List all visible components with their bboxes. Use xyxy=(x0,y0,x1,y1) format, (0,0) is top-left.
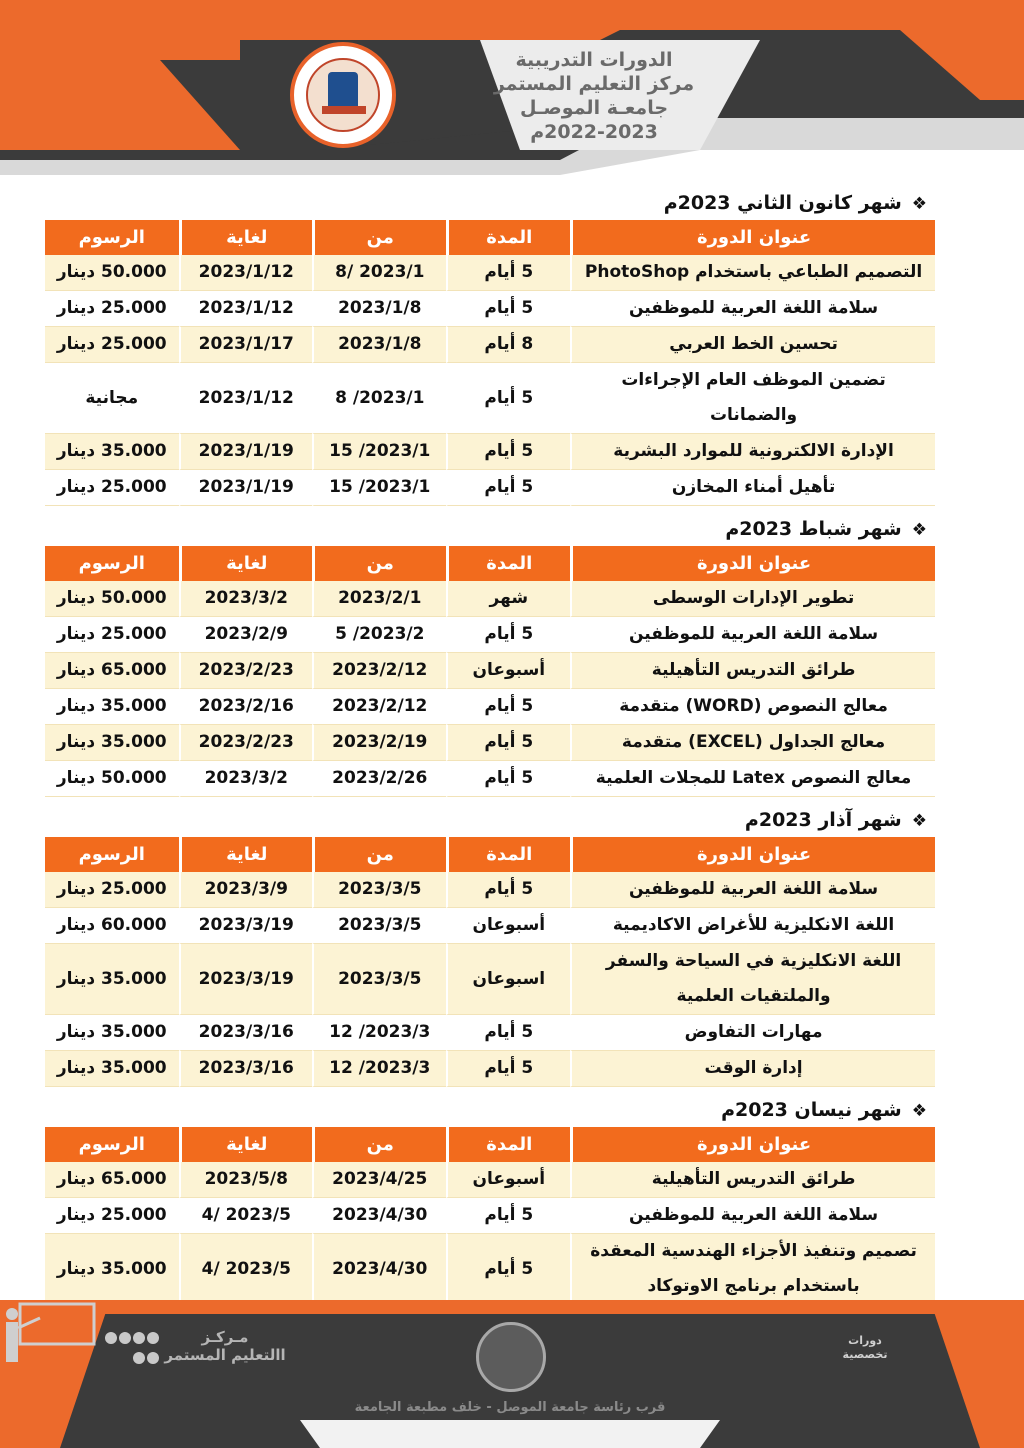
cell-fee: 25.000 دينار xyxy=(45,872,179,908)
presentation-board-icon xyxy=(0,1300,100,1364)
cell-duration: 5 أيام xyxy=(446,872,571,908)
cell-fee: 25.000 دينار xyxy=(45,470,179,506)
cell-duration: أسبوعان xyxy=(446,653,571,689)
cell-fee: 35.000 دينار xyxy=(45,1051,179,1087)
column-header-fee: الرسوم xyxy=(45,1127,179,1162)
page-footer xyxy=(0,1300,1024,1448)
cell-from: 2023/2/1 xyxy=(312,581,446,617)
cell-to: 2023/1/12 xyxy=(179,363,313,434)
page-header xyxy=(0,0,1024,175)
board-label-line: تخصصية xyxy=(842,1348,888,1361)
cell-from: 2023/4/30 xyxy=(312,1234,446,1305)
cell-fee: 50.000 دينار xyxy=(45,581,179,617)
cell-to: 2023/3/9 xyxy=(179,872,313,908)
column-header-from: من xyxy=(312,837,446,872)
cell-duration: 5 أيام xyxy=(446,1234,571,1305)
youtube-icon xyxy=(133,1332,145,1344)
table-row xyxy=(45,1234,935,1305)
cell-to: 2023/1/19 xyxy=(179,434,313,470)
cell-course: طرائق التدريس التأهيلية xyxy=(570,1162,935,1198)
table-header-row xyxy=(45,837,935,872)
cell-from: 2023/2/12 xyxy=(312,689,446,725)
cell-to: 2023/3/16 xyxy=(179,1051,313,1087)
cell-duration: 5 أيام xyxy=(446,725,571,761)
cell-course: سلامة اللغة العربية للموظفين xyxy=(570,291,935,327)
cell-to: 2023/2/16 xyxy=(179,689,313,725)
cell-course: طرائق التدريس التأهيلية xyxy=(570,653,935,689)
cell-fee: 65.000 دينار xyxy=(45,653,179,689)
section-title-text: شهر نيسان 2023م xyxy=(721,1099,902,1121)
cell-from: 2023/3/5 xyxy=(312,872,446,908)
cell-course: إدارة الوقت xyxy=(570,1051,935,1087)
cell-from: 2023/2/26 xyxy=(312,761,446,797)
header-title-line: 2022-2023م xyxy=(530,121,658,143)
cell-duration: 5 أيام xyxy=(446,255,571,291)
cell-to: 2023/2/23 xyxy=(179,725,313,761)
cell-course: مهارات التفاوض xyxy=(570,1015,935,1051)
cell-from: 2023/1/8 xyxy=(312,291,446,327)
column-header-from: من xyxy=(312,1127,446,1162)
cell-to: 2023/1/19 xyxy=(179,470,313,506)
facebook-icon xyxy=(147,1332,159,1344)
section-title-text: شهر كانون الثاني 2023م xyxy=(663,192,902,214)
column-header-duration: المدة xyxy=(446,546,571,581)
table-row xyxy=(45,1198,935,1234)
cell-fee: مجانية xyxy=(45,363,179,434)
cell-to: 2023/1/17 xyxy=(179,327,313,363)
instagram-icon xyxy=(147,1352,159,1364)
section-title xyxy=(45,1093,935,1127)
table-row xyxy=(45,255,935,291)
cell-duration: 5 أيام xyxy=(446,1015,571,1051)
header-title-line: مركز التعليم المستمر xyxy=(493,73,695,95)
table-header-row xyxy=(45,1127,935,1162)
table-header-row xyxy=(45,546,935,581)
column-header-course: عنوان الدورة xyxy=(570,1127,935,1162)
cell-duration: 5 أيام xyxy=(446,470,571,506)
cell-duration: شهر xyxy=(446,581,571,617)
cell-course: معالج النصوص (WORD) متقدمة xyxy=(570,689,935,725)
cell-from: 2023/2/12 xyxy=(312,653,446,689)
board-label xyxy=(840,1334,890,1362)
cell-to: 2023/3/19 xyxy=(179,908,313,944)
table-row xyxy=(45,434,935,470)
course-table xyxy=(45,837,935,1087)
cell-course: اللغة الانكليزية في السياحة والسفر والملتقيات العلمية xyxy=(570,944,935,1015)
cell-course: سلامة اللغة العربية للموظفين xyxy=(570,617,935,653)
cell-course: اللغة الانكليزية للأغراض الاكاديمية xyxy=(570,908,935,944)
social-icons xyxy=(98,1330,160,1370)
table-row xyxy=(45,1051,935,1087)
cell-to: 2023/3/16 xyxy=(179,1015,313,1051)
cell-fee: 35.000 دينار xyxy=(45,689,179,725)
section-title xyxy=(45,512,935,546)
table-row xyxy=(45,725,935,761)
cell-course: معالج النصوص Latex للمجلات العلمية xyxy=(570,761,935,797)
cell-from: 2023/2/19 xyxy=(312,725,446,761)
cell-to: 2023/3/19 xyxy=(179,944,313,1015)
cell-from: 2023/4/25 xyxy=(312,1162,446,1198)
cell-fee: 35.000 دينار xyxy=(45,1234,179,1305)
table-row xyxy=(45,1162,935,1198)
diamond-bullet-icon: ❖ xyxy=(911,194,927,214)
cell-course: تطوير الإدارات الوسطى xyxy=(570,581,935,617)
diamond-bullet-icon: ❖ xyxy=(911,520,927,540)
cell-fee: 25.000 دينار xyxy=(45,617,179,653)
table-row xyxy=(45,363,935,434)
table-row xyxy=(45,689,935,725)
table-row xyxy=(45,872,935,908)
cell-duration: 8 أيام xyxy=(446,327,571,363)
column-header-fee: الرسوم xyxy=(45,546,179,581)
cell-course: تصميم وتنفيذ الأجزاء الهندسية المعقدة باستخدام برنامج الاوتوكاد xyxy=(570,1234,935,1305)
column-header-to: لغاية xyxy=(179,546,313,581)
column-header-course: عنوان الدورة xyxy=(570,837,935,872)
section-title xyxy=(45,803,935,837)
cell-fee: 60.000 دينار xyxy=(45,908,179,944)
cell-course: سلامة اللغة العربية للموظفين xyxy=(570,1198,935,1234)
cell-to: 2023/5 /4 xyxy=(179,1198,313,1234)
cell-fee: 35.000 دينار xyxy=(45,725,179,761)
cell-fee: 25.000 دينار xyxy=(45,291,179,327)
column-header-fee: الرسوم xyxy=(45,220,179,255)
footer-brand-line: االتعليم المستمر xyxy=(164,1346,286,1364)
cell-course: سلامة اللغة العربية للموظفين xyxy=(570,872,935,908)
column-header-duration: المدة xyxy=(446,1127,571,1162)
table-row xyxy=(45,291,935,327)
section-title xyxy=(45,186,935,220)
cell-from: 2023/1/ 15 xyxy=(312,470,446,506)
cell-duration: 5 أيام xyxy=(446,761,571,797)
cell-from: 2023/2/ 5 xyxy=(312,617,446,653)
footer-brand xyxy=(160,1328,290,1364)
cell-from: 2023/3/ 12 xyxy=(312,1051,446,1087)
column-header-duration: المدة xyxy=(446,220,571,255)
cell-duration: 5 أيام xyxy=(446,1051,571,1087)
board-label-line: دورات xyxy=(848,1334,882,1347)
phone-icon xyxy=(133,1352,145,1364)
cell-duration: 5 أيام xyxy=(446,689,571,725)
column-header-from: من xyxy=(312,546,446,581)
cell-duration: 5 أيام xyxy=(446,434,571,470)
cell-duration: 5 أيام xyxy=(446,617,571,653)
cell-course: الإدارة الالكترونية للموارد البشرية xyxy=(570,434,935,470)
cell-fee: 65.000 دينار xyxy=(45,1162,179,1198)
table-row xyxy=(45,761,935,797)
course-table xyxy=(45,546,935,797)
table-row xyxy=(45,581,935,617)
cell-from: 2023/3/5 xyxy=(312,944,446,1015)
column-header-from: من xyxy=(312,220,446,255)
column-header-fee: الرسوم xyxy=(45,837,179,872)
section-title-text: شهر آذار 2023م xyxy=(744,809,902,831)
header-title-line: جامعـة الموصـل xyxy=(519,97,669,119)
table-row xyxy=(45,617,935,653)
course-table xyxy=(45,220,935,506)
cell-fee: 35.000 دينار xyxy=(45,1015,179,1051)
web-icon xyxy=(105,1332,117,1344)
table-row xyxy=(45,1015,935,1051)
cell-to: 2023/2/9 xyxy=(179,617,313,653)
table-row xyxy=(45,944,935,1015)
column-header-course: عنوان الدورة xyxy=(570,546,935,581)
course-table xyxy=(45,1127,935,1305)
section-title-text: شهر شباط 2023م xyxy=(725,518,902,540)
header-title-line: الدورات التدريبية xyxy=(515,49,673,71)
cell-fee: 25.000 دينار xyxy=(45,1198,179,1234)
cell-to: 2023/3/2 xyxy=(179,581,313,617)
cell-fee: 35.000 دينار xyxy=(45,434,179,470)
cell-course: معالج الجداول (EXCEL) متقدمة xyxy=(570,725,935,761)
cell-fee: 50.000 دينار xyxy=(45,761,179,797)
column-header-course: عنوان الدورة xyxy=(570,220,935,255)
diamond-bullet-icon: ❖ xyxy=(911,1101,927,1121)
column-header-to: لغاية xyxy=(179,1127,313,1162)
cell-duration: 5 أيام xyxy=(446,363,571,434)
cell-duration: 5 أيام xyxy=(446,291,571,327)
footer-address: قرب رئاسة جامعة الموصل - خلف مطبعة الجامعة xyxy=(354,1400,666,1415)
column-header-to: لغاية xyxy=(179,220,313,255)
cell-from: 2023/1/8 xyxy=(312,327,446,363)
cell-from: 2023/4/30 xyxy=(312,1198,446,1234)
cell-course: تأهيل أمناء المخازن xyxy=(570,470,935,506)
footer-logo-icon xyxy=(476,1322,546,1392)
cell-duration: أسبوعان xyxy=(446,908,571,944)
diamond-bullet-icon: ❖ xyxy=(911,811,927,831)
cell-fee: 50.000 دينار xyxy=(45,255,179,291)
cell-to: 2023/5 /4 xyxy=(179,1234,313,1305)
university-logo-icon xyxy=(290,42,396,148)
table-row xyxy=(45,327,935,363)
cell-to: 2023/2/23 xyxy=(179,653,313,689)
cell-duration: أسبوعان xyxy=(446,1162,571,1198)
cell-fee: 25.000 دينار xyxy=(45,327,179,363)
cell-from: 2023/3/5 xyxy=(312,908,446,944)
table-row xyxy=(45,908,935,944)
cell-to: 2023/1/12 xyxy=(179,255,313,291)
cell-course: تحسين الخط العربي xyxy=(570,327,935,363)
cell-to: 2023/3/2 xyxy=(179,761,313,797)
cell-from: 2023/1/ 8 xyxy=(312,363,446,434)
cell-course: تضمين الموظف العام الإجراءات والضمانات xyxy=(570,363,935,434)
cell-duration: 5 أيام xyxy=(446,1198,571,1234)
cell-to: 2023/5/8 xyxy=(179,1162,313,1198)
twitter-icon xyxy=(119,1332,131,1344)
cell-from: 2023/1/ 15 xyxy=(312,434,446,470)
footer-brand-line: مـركـز xyxy=(201,1328,249,1346)
course-schedule xyxy=(45,186,935,1311)
column-header-to: لغاية xyxy=(179,837,313,872)
header-title xyxy=(464,48,724,144)
table-row xyxy=(45,470,935,506)
cell-duration: اسبوعان xyxy=(446,944,571,1015)
cell-from: 2023/1 /8 xyxy=(312,255,446,291)
column-header-duration: المدة xyxy=(446,837,571,872)
cell-fee: 35.000 دينار xyxy=(45,944,179,1015)
table-header-row xyxy=(45,220,935,255)
cell-course: التصميم الطباعي باستخدام PhotoShop xyxy=(570,255,935,291)
cell-from: 2023/3/ 12 xyxy=(312,1015,446,1051)
table-row xyxy=(45,653,935,689)
cell-to: 2023/1/12 xyxy=(179,291,313,327)
